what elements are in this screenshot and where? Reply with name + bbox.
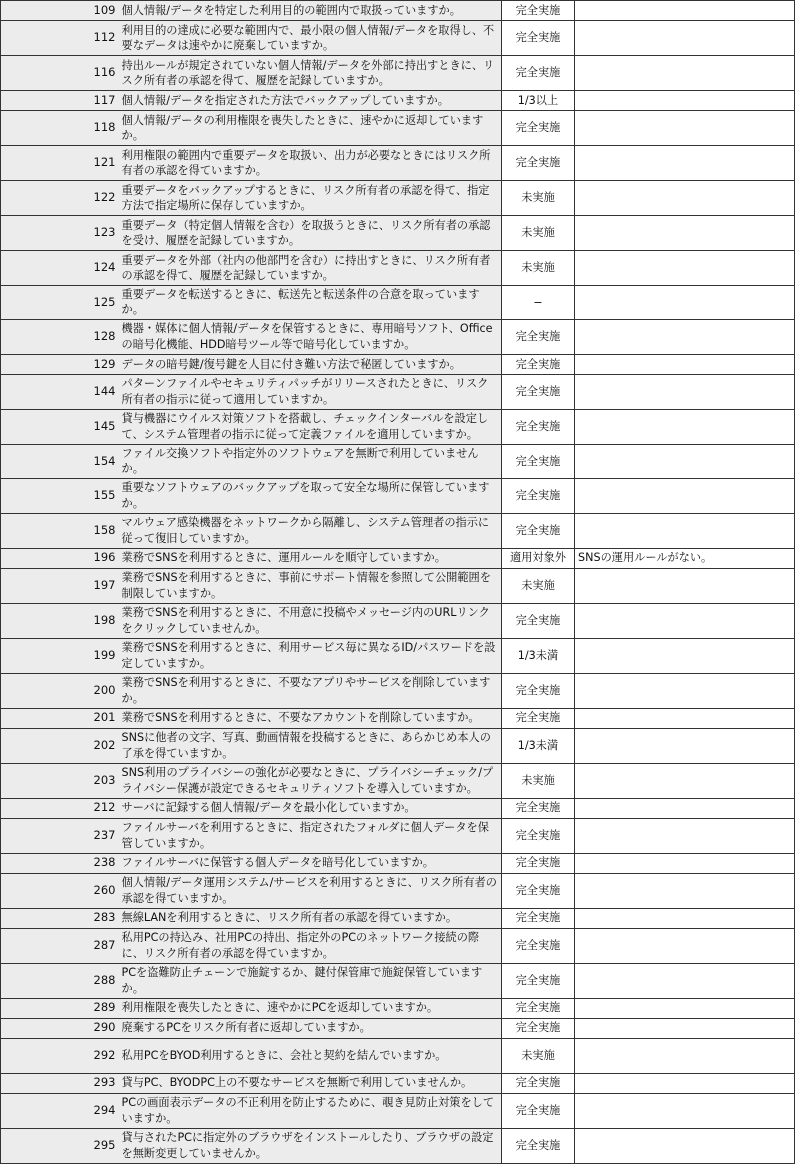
- status-cell: 完全実施: [502, 1093, 575, 1128]
- item-number: 122: [1, 181, 120, 216]
- status-cell: 完全実施: [502, 1128, 575, 1163]
- remark-cell: [575, 603, 795, 638]
- status-cell: 完全実施: [502, 928, 575, 963]
- item-number: 212: [1, 798, 120, 818]
- remark-cell: [575, 91, 795, 111]
- question-text: 業務でSNSを利用するときに、事前にサポート情報を参照して公開範囲を制限していますか。: [120, 568, 502, 603]
- status-cell: 未実施: [502, 181, 575, 216]
- question-text: 重要データをバックアップするときに、リスク所有者の承認を得て、指定方法で指定場所に保存していますか。: [120, 181, 502, 216]
- remark-cell: [575, 998, 795, 1018]
- item-number: 197: [1, 568, 120, 603]
- table-row: [1, 21, 795, 56]
- table-row: [1, 1128, 795, 1163]
- table-row: [1, 728, 795, 763]
- remark-cell: [575, 478, 795, 513]
- status-cell: 未実施: [502, 1038, 575, 1073]
- item-number: 196: [1, 548, 120, 568]
- question-text: ファイル交換ソフトや指定外のソフトウェアを無断で利用していませんか。: [120, 444, 502, 478]
- item-number: 289: [1, 998, 120, 1018]
- remark-cell: [575, 111, 795, 146]
- item-number: 124: [1, 251, 120, 286]
- remark-cell: [575, 928, 795, 963]
- remark-cell: [575, 638, 795, 673]
- checklist-body: [1, 1, 795, 1164]
- table-row: [1, 1038, 795, 1073]
- item-number: 283: [1, 908, 120, 928]
- item-number: 118: [1, 111, 120, 146]
- question-text: 機器・媒体に個人情報/データを保管するときに、専用暗号ソフト、Officeの暗号化機能、HDD暗号ツール等で暗号化していますか。: [120, 319, 502, 354]
- table-row: [1, 908, 795, 928]
- question-text: SNS利用のプライバシーの強化が必要なときに、プライバシーチェック/プライバシー保護が設定できるセキュリティソフトを導入していますか。: [120, 763, 502, 798]
- table-row: [1, 1, 795, 21]
- item-number: 288: [1, 963, 120, 998]
- status-cell: 完全実施: [502, 354, 575, 374]
- table-row: [1, 1018, 795, 1038]
- remark-cell: [575, 763, 795, 798]
- table-row: [1, 798, 795, 818]
- status-cell: 未実施: [502, 568, 575, 603]
- item-number: 287: [1, 928, 120, 963]
- remark-cell: [575, 818, 795, 853]
- remark-cell: [575, 1073, 795, 1093]
- table-row: [1, 444, 795, 478]
- status-cell: 完全実施: [502, 319, 575, 354]
- item-number: 121: [1, 146, 120, 181]
- item-number: 155: [1, 478, 120, 513]
- item-number: 200: [1, 673, 120, 708]
- status-cell: 完全実施: [502, 853, 575, 873]
- status-cell: 完全実施: [502, 998, 575, 1018]
- question-text: 貸与機器にウイルス対策ソフトを搭載し、チェックインターバルを設定して、システム管理者の指示に従って定義ファイルを適用していますか。: [120, 409, 502, 444]
- table-row: [1, 409, 795, 444]
- status-cell: 完全実施: [502, 56, 575, 91]
- status-cell: 完全実施: [502, 409, 575, 444]
- remark-cell: [575, 251, 795, 286]
- table-row: [1, 928, 795, 963]
- remark-cell: [575, 181, 795, 216]
- question-text: 個人情報/データ運用システム/サービスを利用するときに、リスク所有者の承認を得ていますか。: [120, 873, 502, 908]
- question-text: 業務でSNSを利用するときに、不用意に投稿やメッセージ内のURLリンクをクリックしていませんか。: [120, 603, 502, 638]
- question-text: 私用PCをBYOD利用するときに、会社と契約を結んでいますか。: [120, 1038, 502, 1073]
- question-text: PCの画面表示データの不正利用を防止するために、覗き見防止対策をしていますか。: [120, 1093, 502, 1128]
- item-number: 199: [1, 638, 120, 673]
- status-cell: 完全実施: [502, 603, 575, 638]
- question-text: 個人情報/データを特定した利用目的の範囲内で取扱っていますか。: [120, 1, 502, 21]
- status-cell: 完全実施: [502, 111, 575, 146]
- item-number: 290: [1, 1018, 120, 1038]
- remark-cell: [575, 409, 795, 444]
- item-number: 198: [1, 603, 120, 638]
- remark-cell: [575, 21, 795, 56]
- item-number: 293: [1, 1073, 120, 1093]
- table-row: [1, 1073, 795, 1093]
- item-number: 238: [1, 853, 120, 873]
- question-text: 利用権限の範囲内で重要データを取扱い、出力が必要なときにはリスク所有者の承認を得ていますか。: [120, 146, 502, 181]
- status-cell: 完全実施: [502, 1, 575, 21]
- table-row: [1, 216, 795, 251]
- status-cell: 完全実施: [502, 513, 575, 548]
- remark-cell: [575, 1128, 795, 1163]
- table-row: [1, 111, 795, 146]
- item-number: 112: [1, 21, 120, 56]
- remark-cell: [575, 1018, 795, 1038]
- remark-cell: [575, 286, 795, 320]
- item-number: 292: [1, 1038, 120, 1073]
- question-text: ファイルサーバに保管する個人データを暗号化していますか。: [120, 853, 502, 873]
- status-cell: 完全実施: [502, 444, 575, 478]
- table-row: [1, 513, 795, 548]
- table-row: [1, 763, 795, 798]
- table-row: [1, 251, 795, 286]
- question-text: 個人情報/データを指定された方法でバックアップしていますか。: [120, 91, 502, 111]
- table-row: [1, 963, 795, 998]
- remark-cell: [575, 444, 795, 478]
- table-row: [1, 568, 795, 603]
- remark-cell: [575, 673, 795, 708]
- status-cell: 未実施: [502, 216, 575, 251]
- remark-cell: [575, 1038, 795, 1073]
- status-cell: 未実施: [502, 763, 575, 798]
- question-text: サーバに記録する個人情報/データを最小化していますか。: [120, 798, 502, 818]
- question-text: 廃棄するPCをリスク所有者に返却していますか。: [120, 1018, 502, 1038]
- table-row: [1, 91, 795, 111]
- status-cell: 完全実施: [502, 478, 575, 513]
- table-row: [1, 286, 795, 320]
- status-cell: 完全実施: [502, 963, 575, 998]
- remark-cell: [575, 374, 795, 409]
- question-text: 業務でSNSを利用するときに、利用サービス毎に異なるID/パスワードを設定していますか。: [120, 638, 502, 673]
- item-number: 260: [1, 873, 120, 908]
- remark-cell: [575, 513, 795, 548]
- table-row: [1, 673, 795, 708]
- question-text: ファイルサーバを利用するときに、指定されたフォルダに個人データを保管していますか。: [120, 818, 502, 853]
- table-row: [1, 548, 795, 568]
- status-cell: 未実施: [502, 251, 575, 286]
- remark-cell: [575, 708, 795, 728]
- question-text: SNSに他者の文字、写真、動画情報を投稿するときに、あらかじめ本人の了承を得ていますか。: [120, 728, 502, 763]
- item-number: 128: [1, 319, 120, 354]
- item-number: 237: [1, 818, 120, 853]
- table-row: [1, 998, 795, 1018]
- status-cell: 完全実施: [502, 708, 575, 728]
- table-row: [1, 638, 795, 673]
- item-number: 203: [1, 763, 120, 798]
- table-row: [1, 708, 795, 728]
- remark-cell: [575, 216, 795, 251]
- question-text: 重要なソフトウェアのバックアップを取って安全な場所に保管していますか。: [120, 478, 502, 513]
- question-text: 利用目的の達成に必要な範囲内で、最小限の個人情報/データを取得し、不要なデータは速やかに廃棄していますか。: [120, 21, 502, 56]
- remark-cell: SNSの運用ルールがない。: [575, 548, 795, 568]
- question-text: 重要データ（特定個人情報を含む）を取扱うときに、リスク所有者の承認を受け、履歴を記録していますか。: [120, 216, 502, 251]
- status-cell: 1/3以上: [502, 91, 575, 111]
- table-row: [1, 374, 795, 409]
- status-cell: 完全実施: [502, 1073, 575, 1093]
- question-text: パターンファイルやセキュリティパッチがリリースされたときに、リスク所有者の指示に従って適用していますか。: [120, 374, 502, 409]
- question-text: 無線LANを利用するときに、リスク所有者の承認を得ていますか。: [120, 908, 502, 928]
- status-cell: 完全実施: [502, 21, 575, 56]
- question-text: 貸与されたPCに指定外のブラウザをインストールしたり、ブラウザの設定を無断変更していませんか。: [120, 1128, 502, 1163]
- status-cell: −: [502, 286, 575, 320]
- question-text: 業務でSNSを利用するときに、不要なアカウントを削除していますか。: [120, 708, 502, 728]
- question-text: 重要データを転送するときに、転送先と転送条件の合意を取っていますか。: [120, 286, 502, 320]
- remark-cell: [575, 319, 795, 354]
- question-text: 個人情報/データの利用権限を喪失したときに、速やかに返却していますか。: [120, 111, 502, 146]
- item-number: 201: [1, 708, 120, 728]
- item-number: 158: [1, 513, 120, 548]
- status-cell: 完全実施: [502, 374, 575, 409]
- item-number: 109: [1, 1, 120, 21]
- table-row: [1, 319, 795, 354]
- question-text: 利用権限を喪失したときに、速やかにPCを返却していますか。: [120, 998, 502, 1018]
- table-row: [1, 181, 795, 216]
- item-number: 154: [1, 444, 120, 478]
- status-cell: 1/3未満: [502, 638, 575, 673]
- table-row: [1, 1093, 795, 1128]
- remark-cell: [575, 146, 795, 181]
- remark-cell: [575, 873, 795, 908]
- status-cell: 完全実施: [502, 818, 575, 853]
- status-cell: 完全実施: [502, 146, 575, 181]
- table-row: [1, 603, 795, 638]
- status-cell: 完全実施: [502, 798, 575, 818]
- table-row: [1, 818, 795, 853]
- item-number: 129: [1, 354, 120, 374]
- question-text: 持出ルールが規定されていない個人情報/データを外部に持出すときに、リスク所有者の承認を得て、履歴を記録していますか。: [120, 56, 502, 91]
- table-row: [1, 873, 795, 908]
- status-cell: 適用対象外: [502, 548, 575, 568]
- question-text: 業務でSNSを利用するときに、運用ルールを順守していますか。: [120, 548, 502, 568]
- item-number: 117: [1, 91, 120, 111]
- remark-cell: [575, 354, 795, 374]
- remark-cell: [575, 908, 795, 928]
- remark-cell: [575, 853, 795, 873]
- question-text: マルウェア感染機器をネットワークから隔離し、システム管理者の指示に従って復旧していますか。: [120, 513, 502, 548]
- remark-cell: [575, 798, 795, 818]
- table-row: [1, 56, 795, 91]
- status-cell: 完全実施: [502, 908, 575, 928]
- remark-cell: [575, 56, 795, 91]
- remark-cell: [575, 568, 795, 603]
- item-number: 123: [1, 216, 120, 251]
- question-text: 業務でSNSを利用するときに、不要なアプリやサービスを削除していますか。: [120, 673, 502, 708]
- table-row: [1, 478, 795, 513]
- status-cell: 1/3未満: [502, 728, 575, 763]
- remark-cell: [575, 728, 795, 763]
- remark-cell: [575, 1093, 795, 1128]
- item-number: 116: [1, 56, 120, 91]
- question-text: 貸与PC、BYODPC上の不要なサービスを無断で利用していませんか。: [120, 1073, 502, 1093]
- table-row: [1, 354, 795, 374]
- item-number: 202: [1, 728, 120, 763]
- item-number: 125: [1, 286, 120, 320]
- table-row: [1, 853, 795, 873]
- status-cell: 完全実施: [502, 873, 575, 908]
- question-text: データの暗号鍵/復号鍵を人目に付き難い方法で秘匿していますか。: [120, 354, 502, 374]
- status-cell: 完全実施: [502, 673, 575, 708]
- remark-cell: [575, 1, 795, 21]
- table-row: [1, 146, 795, 181]
- question-text: 重要データを外部（社内の他部門を含む）に持出すときに、リスク所有者の承認を得て、履歴を記録していますか。: [120, 251, 502, 286]
- remark-cell: [575, 963, 795, 998]
- item-number: 145: [1, 409, 120, 444]
- item-number: 295: [1, 1128, 120, 1163]
- status-cell: 完全実施: [502, 1018, 575, 1038]
- item-number: 144: [1, 374, 120, 409]
- item-number: 294: [1, 1093, 120, 1128]
- question-text: PCを盗難防止チェーンで施錠するか、鍵付保管庫で施錠保管していますか。: [120, 963, 502, 998]
- question-text: 私用PCの持込み、社用PCの持出、指定外のPCのネットワーク接続の際に、リスク所有者の承認を得ていますか。: [120, 928, 502, 963]
